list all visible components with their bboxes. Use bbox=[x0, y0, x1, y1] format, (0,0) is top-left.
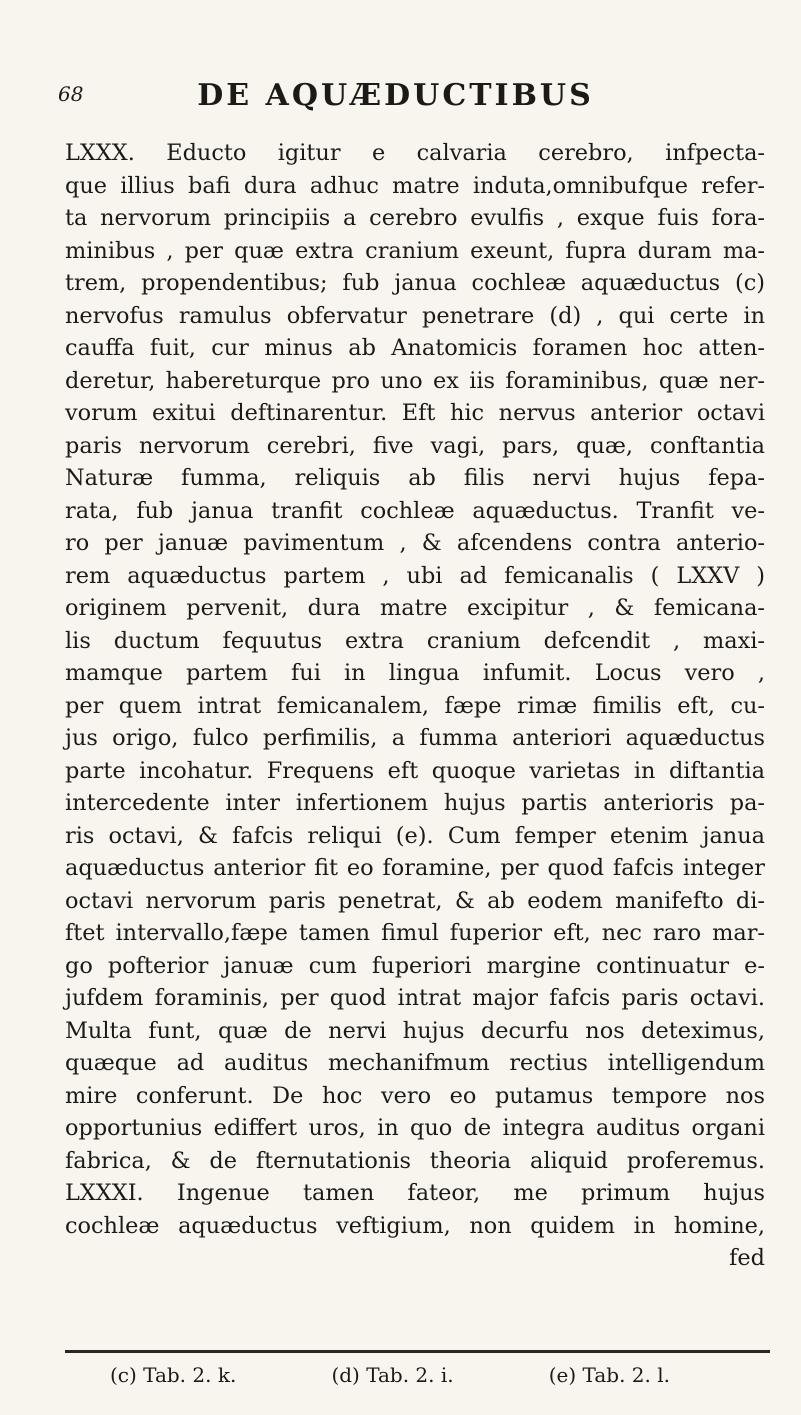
text-line: mire conferunt. De hoc vero eo putamus tempore nos bbox=[65, 1082, 765, 1109]
running-head: DE AQUÆDUCTIBUS bbox=[197, 78, 594, 113]
footnote-c: (c) Tab. 2. k. bbox=[110, 1363, 237, 1387]
text-line: fabrica, & de fternutationis theoria aliquid proferemus. bbox=[65, 1147, 765, 1174]
text-line: jufdem foraminis, per quod intrat major fafcis paris octavi. bbox=[65, 985, 765, 1011]
text-line: jus origo, fulco perfimilis, a fumma anteriori aquæductus bbox=[65, 725, 765, 751]
text-line: que illius bafi dura adhuc matre induta,omnibufque refer- bbox=[65, 172, 765, 199]
footnotes bbox=[110, 1363, 670, 1387]
text-line: opportunius ediffert uros, in quo de integra auditus organi bbox=[65, 1115, 765, 1141]
text-line: Multa funt, quæ de nervi hujus decurfu nos deteximus, bbox=[65, 1017, 765, 1044]
text-line: intercedente inter infertionem hujus partis anterioris pa- bbox=[65, 790, 765, 816]
text-line: trem, propendentibus; fub janua cochleæ aquæductus (c) bbox=[65, 270, 765, 296]
text-line: originem pervenit, dura matre excipitur , & femicana- bbox=[65, 595, 765, 621]
text-line: mamque partem fui in lingua infumit. Locus vero , bbox=[65, 660, 765, 686]
text-line: quæque ad auditus mechanifmum rectius intelligendum bbox=[65, 1050, 765, 1076]
body-text bbox=[65, 137, 765, 1275]
text-line: per quem intrat femicanalem, fæpe rimæ fimilis eft, cu- bbox=[65, 692, 765, 719]
text-line: cauffa fuit, cur minus ab Anatomicis foramen hoc atten- bbox=[65, 335, 765, 361]
text-line: nervofus ramulus obfervatur penetrare (d) , qui certe in bbox=[65, 302, 765, 329]
text-line: Naturæ fumma, reliquis ab filis nervi hujus fepa- bbox=[65, 465, 765, 491]
text-line: rata, fub janua tranfit cochleæ aquæductus. Tranfit ve- bbox=[65, 497, 765, 524]
text-line: rem aquæductus partem , ubi ad femicanalis ( LXXV ) bbox=[65, 562, 765, 589]
text-line: lis ductum fequutus extra cranium defcendit , maxi- bbox=[65, 627, 765, 654]
footnote-rule bbox=[65, 1350, 770, 1353]
text-line: parte incohatur. Frequens eft quoque varietas in diftantia bbox=[65, 757, 765, 784]
text-line: aquæductus anterior fit eo foramine, per quod fafcis integer bbox=[65, 855, 765, 881]
text-line: ftet intervallo,fæpe tamen fimul fuperior eft, nec raro mar- bbox=[65, 920, 765, 946]
page-header bbox=[40, 78, 751, 122]
text-line: minibus , per quæ extra cranium exeunt, fupra duram ma- bbox=[65, 237, 765, 264]
catchword: fed bbox=[729, 1245, 765, 1271]
text-line: ta nervorum principiis a cerebro evulfis , exque fuis fora- bbox=[65, 205, 765, 231]
text-line: LXXX. Educto igitur e calvaria cerebro, infpecta- bbox=[65, 140, 765, 166]
text-line: paris nervorum cerebri, five vagi, pars, quæ, conftantia bbox=[65, 432, 765, 459]
page-number: 68 bbox=[58, 82, 84, 106]
text-line: octavi nervorum paris penetrat, & ab eodem manifefto di- bbox=[65, 887, 765, 914]
text-line: cochleæ aquæductus veftigium, non quidem in homine, bbox=[65, 1212, 765, 1239]
text-line: go pofterior januæ cum fuperiori margine continuatur e- bbox=[65, 952, 765, 979]
text-line: LXXXI. Ingenue tamen fateor, me primum hujus bbox=[65, 1180, 765, 1206]
text-line: vorum exitui deftinarentur. Eft hic nervus anterior octavi bbox=[65, 400, 765, 426]
footnote-d: (d) Tab. 2. i. bbox=[331, 1363, 454, 1387]
footnote-e: (e) Tab. 2. l. bbox=[548, 1363, 670, 1387]
text-line: ris octavi, & fafcis reliqui (e). Cum femper etenim janua bbox=[65, 822, 765, 849]
text-line: deretur, habereturque pro uno ex iis foraminibus, quæ ner- bbox=[65, 367, 765, 394]
text-line: ro per januæ pavimentum , & afcendens contra anterio- bbox=[65, 530, 765, 556]
